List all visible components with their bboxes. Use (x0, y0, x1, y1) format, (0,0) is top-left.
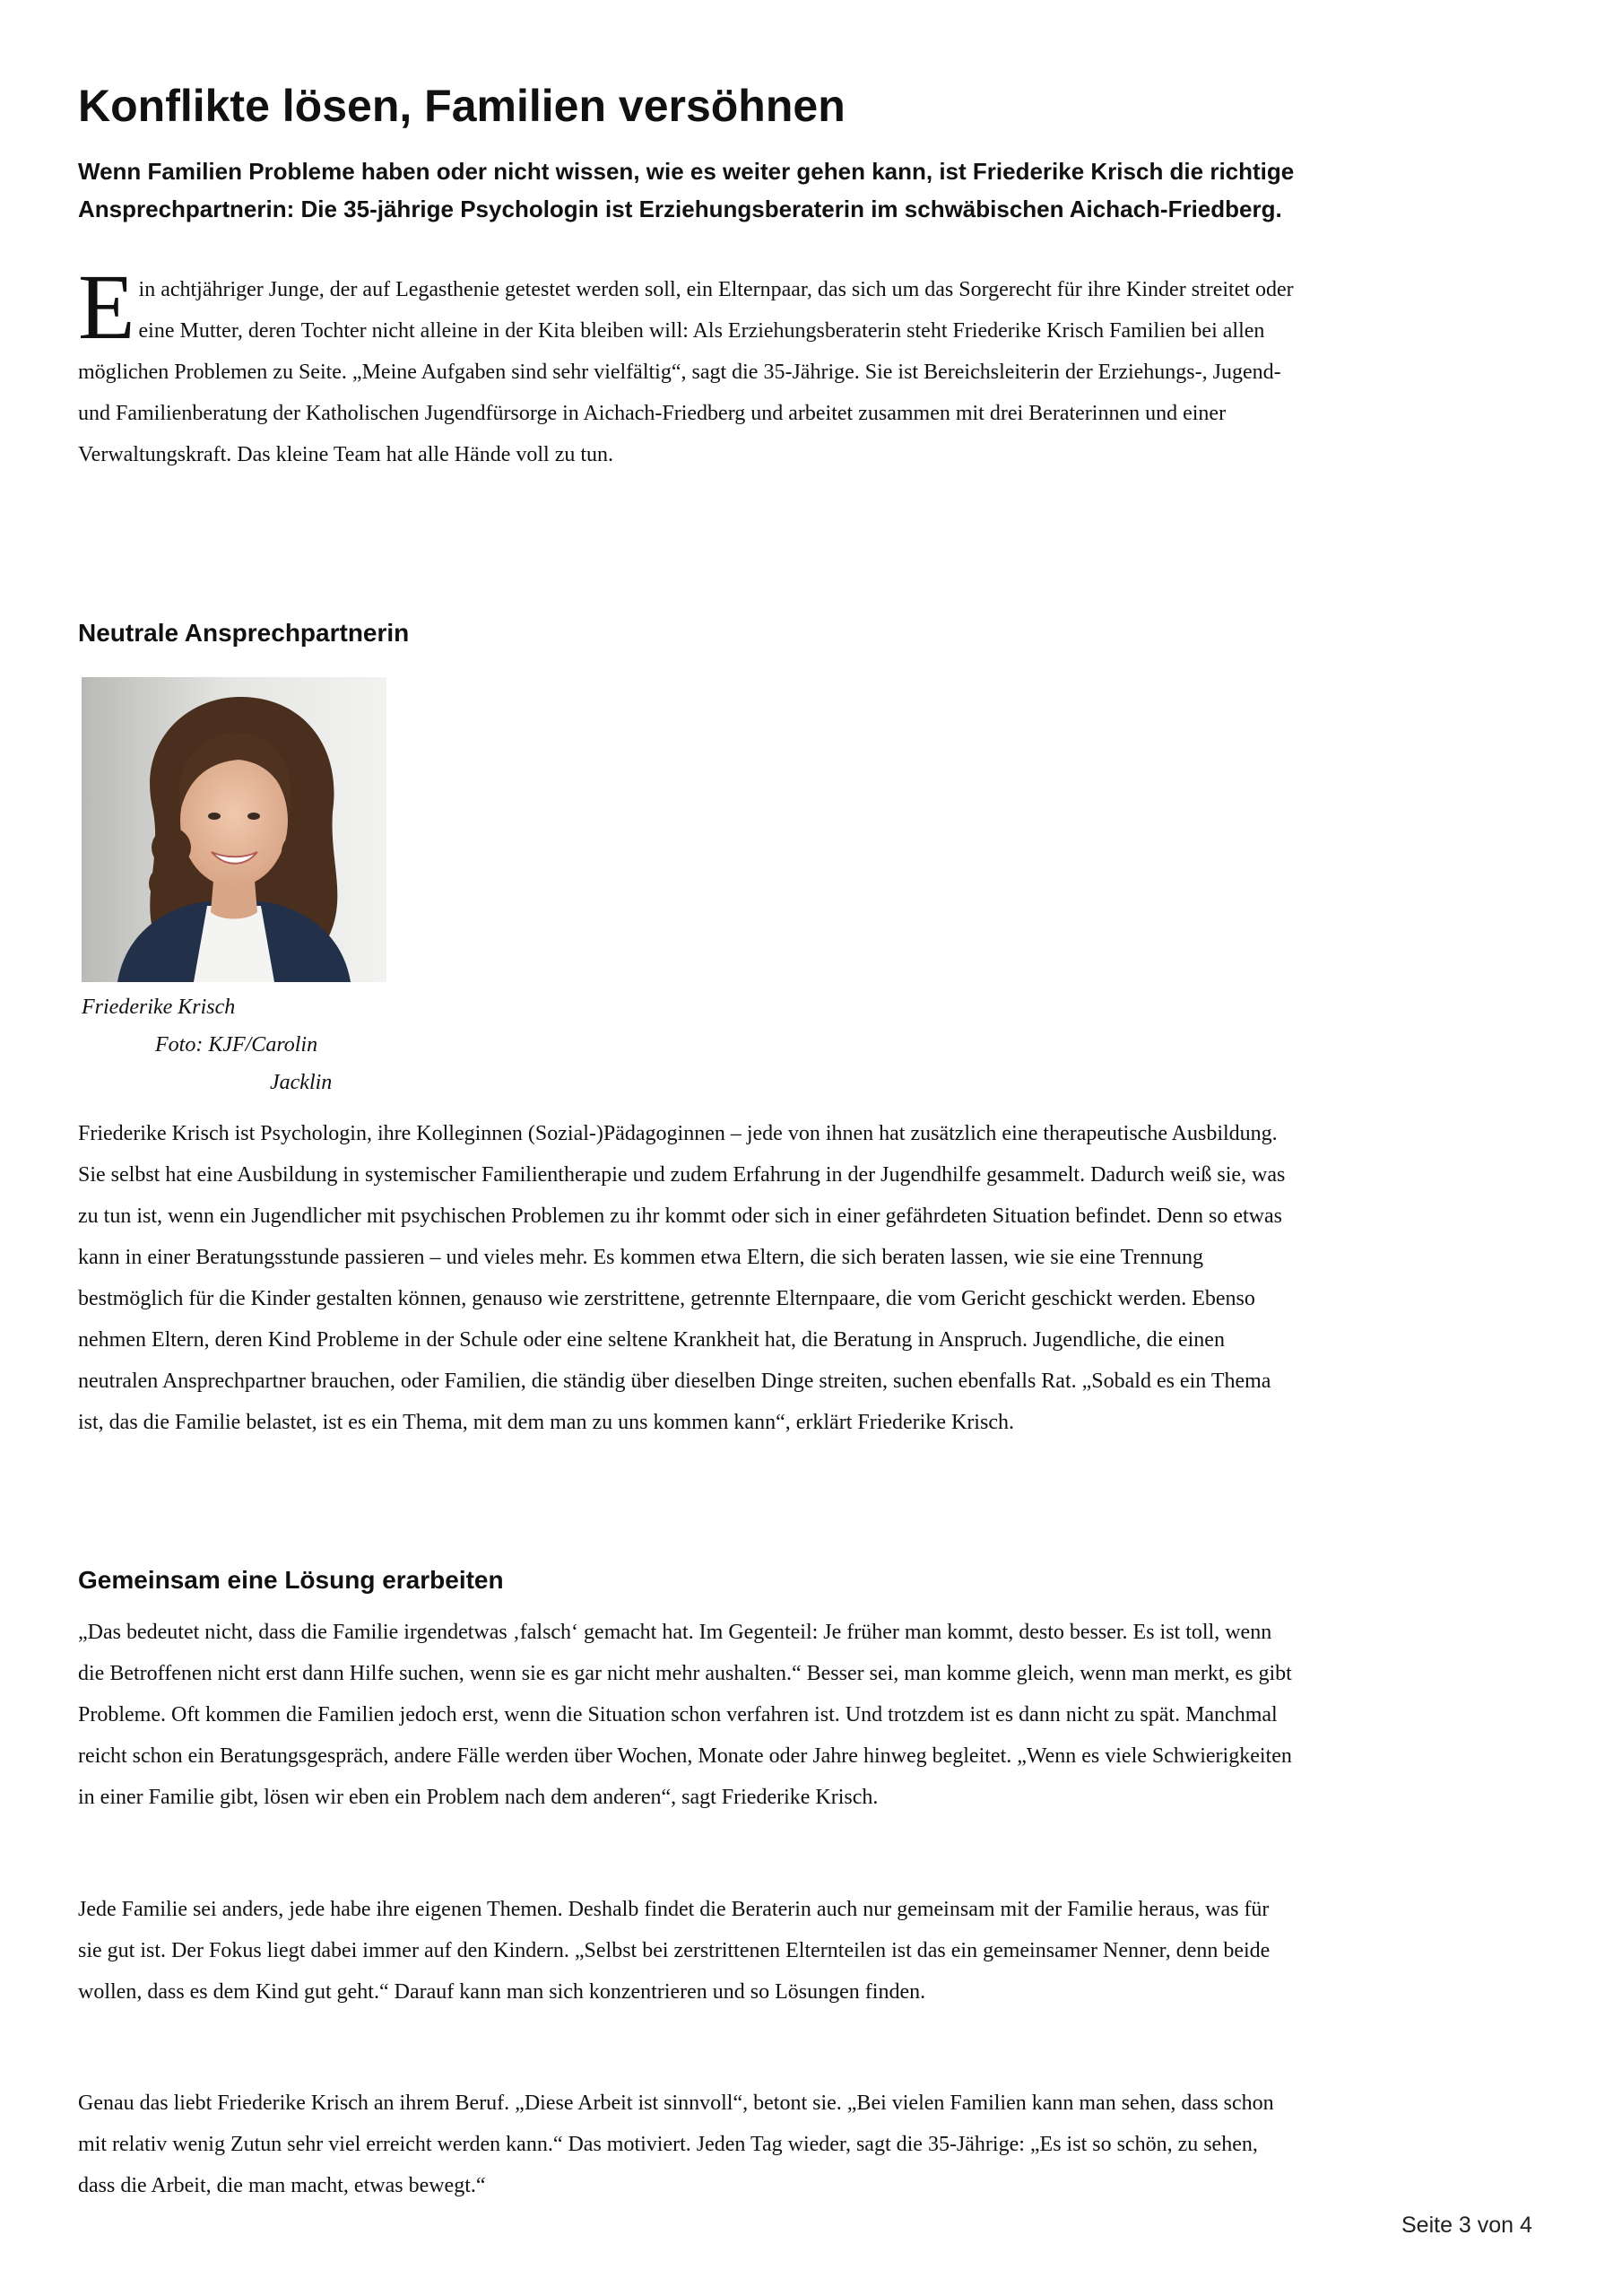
section2-paragraph-1: „Das bedeutet nicht, dass die Familie irgendetwas ‚falsch‘ gemacht hat. Im Gegenteil: Je früher man kommt, desto besser. Es ist toll, wenn die Betroffenen nicht erst dann Hilfe suchen, wenn sie es gar nicht mehr aushalten.“ Besser sei, man komme gleich, wenn man merkt, es gibt Probleme. Oft kommen die Familien jedoch erst, wenn die Situation schon verfahren ist. Und trotzdem ist es dann nicht zu spät. Manchmal reicht schon ein Beratungsgespräch, andere Fälle werden über Wochen, Monate oder Jahre hinweg begleitet. „Wenn es viele Schwierigkeiten in einer Familie gibt, lösen wir eben ein Problem nach dem anderen“, sagt Friederike Krisch. (78, 1621, 1292, 1809)
article-lead: Wenn Familien Probleme haben oder nicht wissen, wie es weiter gehen kann, ist Friederike Krisch die richtige Ansprechpartnerin: Die 35-jährige Psychologin ist Erziehungsberaterin im schwäbischen Aichach-Friedberg. (78, 158, 1295, 222)
section-heading-solution: Gemeinsam eine Lösung erarbeiten (78, 1566, 504, 1594)
caption-credit-line-1: Foto: KJF/Carolin (155, 1033, 318, 1057)
intro-paragraph (78, 256, 1297, 475)
portrait-photo (82, 677, 386, 982)
page-number: Seite 3 von 4 (1401, 2213, 1532, 2238)
intro-text: in achtjähriger Junge, der auf Legasthenie getestet werden soll, ein Elternpaar, das sich um das Sorgerecht für ihre Kinder streitet oder eine Mutter, deren Tochter nicht alleine in der Kita bleiben will: Als Erziehungsberaterin steht Friederike Krisch Familien bei allen möglichen Problemen zu Seite. „Meine Aufgaben sind sehr vielfältig“, sagt die 35-Jährige. Sie ist Bereichsleiterin der Erziehungs-, Jugend- und Familienberatung der Katholischen Jugendfürsorge in Aichach-Friedberg und arbeitet zusammen mit drei Beraterinnen und einer Verwaltungskraft. Das kleine Team hat alle Hände voll zu tun. (78, 278, 1294, 466)
drop-cap: E (78, 256, 135, 359)
caption-name: Friederike Krisch (82, 996, 236, 1019)
portrait-image (82, 677, 386, 982)
article-title: Konflikte lösen, Familien versöhnen (78, 81, 846, 131)
section1-paragraph: Friederike Krisch ist Psychologin, ihre Kolleginnen (Sozial-)Pädagoginnen – jede von ihnen hat zusätzlich eine therapeutische Ausbildung. Sie selbst hat eine Ausbildung in systemischer Familientherapie und zudem Erfahrung in der Jugendhilfe gesammelt. Dadurch weiß sie, was zu tun ist, wenn ein Jugendlicher mit psychischen Problemen zu ihr kommt oder sich in einer gefährdeten Situation befindet. Denn so etwas kann in einer Beratungsstunde passieren – und vieles mehr. Es kommen etwa Eltern, die sich beraten lassen, wie sie eine Trennung bestmöglich für die Kinder gestalten können, genauso wie zerstrittene, getrennte Elternpaare, die vom Gericht geschickt werden. Ebenso nehmen Eltern, deren Kind Probleme in der Schule oder eine seltene Krankheit hat, die Beratung in Anspruch. Jugendliche, die einen neutralen Ansprechpartner brauchen, oder Familien, die ständig über dieselben Dinge streiten, suchen ebenfalls Rat. „Sobald es ein Thema ist, das die Familie belastet, ist es ein Thema, mit dem man zu uns kommen kann“, erklärt Friederike Krisch. (78, 1122, 1286, 1434)
photo-caption (82, 988, 422, 1101)
section2-paragraph-2: Jede Familie sei anders, jede habe ihre eigenen Themen. Deshalb findet die Beraterin auch nur gemeinsam mit der Familie heraus, was für sie gut ist. Der Fokus liegt dabei immer auf den Kindern. „Selbst bei zerstrittenen Elternteilen ist das ein gemeinsamer Nenner, denn beide wollen, dass es dem Kind gut geht.“ Darauf kann man sich konzentrieren und so Lösungen finden. (78, 1898, 1271, 2004)
caption-credit-line-2: Jacklin (270, 1071, 333, 1094)
section2-paragraph-3: Genau das liebt Friederike Krisch an ihrem Beruf. „Diese Arbeit ist sinnvoll“, betont sie. „Bei vielen Familien kann man sehen, dass schon mit relativ wenig Zutun sehr viel erreicht werden kann.“ Das motiviert. Jeden Tag wieder, sagt die 35-Jährige: „Es ist so schön, zu sehen, dass die Arbeit, die man macht, etwas bewegt.“ (78, 2092, 1274, 2197)
section-heading-neutral: Neutrale Ansprechpartnerin (78, 619, 410, 647)
